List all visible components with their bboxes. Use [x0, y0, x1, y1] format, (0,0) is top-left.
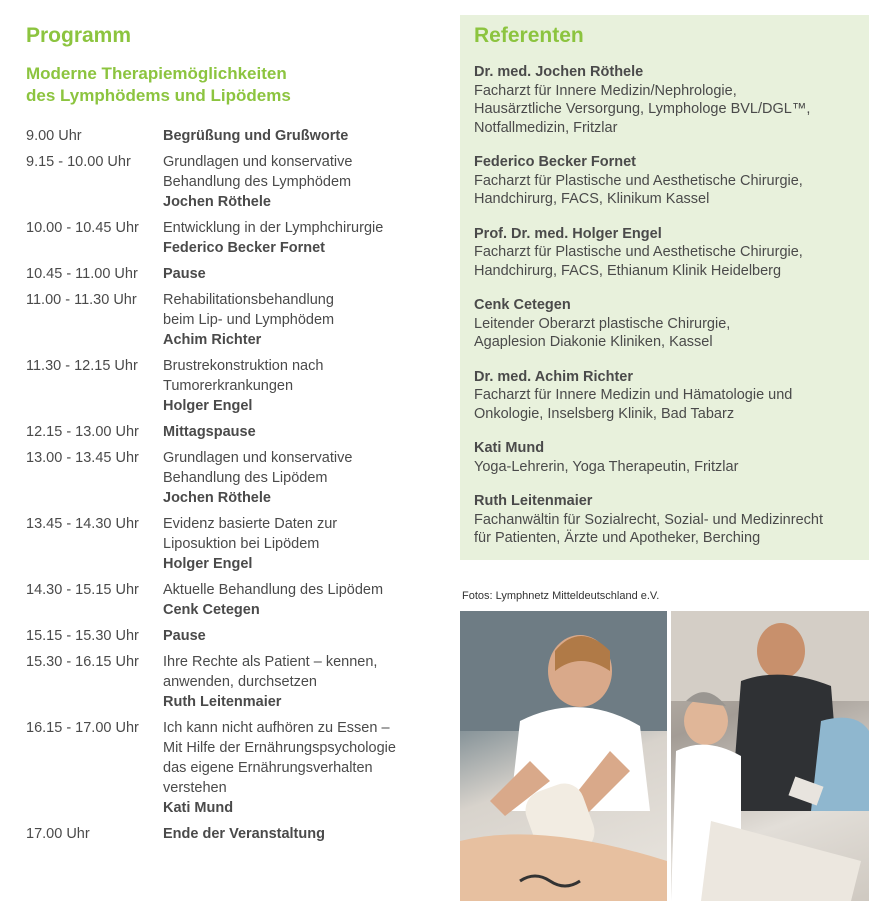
- programm-subtitle: [26, 63, 291, 107]
- photo-bandaging: [460, 611, 667, 901]
- referent-detail-line: Handchirurg, FACS, Klinikum Kassel: [474, 191, 710, 207]
- schedule-bold: Achim Richter: [163, 332, 262, 348]
- referent-detail-line: Notfallmedizin, Fritzlar: [474, 119, 618, 136]
- schedule-text-line: Grundlagen und konservative: [163, 154, 353, 170]
- schedule-text-line: Mit Hilfe der Ernährungspsychologie: [163, 740, 396, 756]
- schedule-description: [163, 652, 431, 712]
- referenten-panel: [460, 15, 869, 560]
- schedule-text-line: Behandlung des Lymphödem: [163, 174, 352, 190]
- referent-entry: [474, 153, 864, 209]
- schedule-time: 9.15 - 10.00 Uhr: [26, 154, 131, 170]
- schedule-text-line: Grundlagen und konservative: [163, 450, 353, 466]
- schedule-text-line: Evidenz basierte Daten zur: [163, 516, 338, 532]
- schedule-row: [26, 218, 431, 258]
- schedule-time: 10.00 - 10.45 Uhr: [26, 220, 139, 236]
- schedule-time: 14.30 - 15.15 Uhr: [26, 582, 139, 598]
- referent-detail-line: Onkologie, Inselsberg Klinik, Bad Tabarz: [474, 405, 735, 422]
- schedule-row: [26, 264, 431, 284]
- referent-detail-line: Facharzt für Plastische und Aesthetische Chirurgie,: [474, 244, 803, 260]
- referent-name: Dr. med. Achim Richter: [474, 368, 634, 385]
- referent-name: Cenk Cetegen: [474, 297, 571, 313]
- schedule-bold: Ruth Leitenmaier: [163, 694, 282, 710]
- referent-detail-line: Facharzt für Innere Medizin/Nephrologie,: [474, 82, 737, 99]
- referent-entry: [474, 368, 864, 424]
- referent-detail-line: Facharzt für Innere Medizin und Hämatologie und: [474, 387, 793, 403]
- referent-entry: [474, 296, 864, 352]
- schedule-description: [163, 264, 431, 284]
- schedule-text-line: Brustrekonstruktion nach: [163, 358, 324, 374]
- schedule-time: 10.45 - 11.00 Uhr: [26, 266, 138, 282]
- schedule-row: [26, 514, 431, 574]
- schedule-row: [26, 580, 431, 620]
- schedule-description: [163, 290, 431, 350]
- schedule-bold: Pause: [163, 266, 206, 282]
- schedule-time: 9.00 Uhr: [26, 128, 82, 144]
- referent-name: Dr. med. Jochen Röthele: [474, 64, 644, 80]
- schedule-row: [26, 126, 431, 146]
- referent-detail-line: für Patienten, Ärzte und Apotheker, Berching: [474, 530, 761, 546]
- schedule-text-line: Liposuktion bei Lipödem: [163, 536, 320, 552]
- schedule-description: [163, 626, 431, 646]
- referent-detail-line: Agaplesion Diakonie Kliniken, Kassel: [474, 334, 713, 350]
- referent-name: Ruth Leitenmaier: [474, 493, 593, 509]
- schedule-row: [26, 448, 431, 508]
- referenten-list: [474, 63, 864, 564]
- schedule-bold: Federico Becker Fornet: [163, 240, 325, 256]
- referent-entry: [474, 439, 864, 476]
- referent-entry: [474, 492, 864, 548]
- subtitle-line-2: des Lymphödems und Lipödems: [26, 86, 291, 105]
- schedule-bold: Begrüßung und Grußworte: [163, 128, 349, 144]
- referent-detail-line: Leitender Oberarzt plastische Chirurgie,: [474, 315, 731, 332]
- schedule-time: 15.15 - 15.30 Uhr: [26, 628, 139, 644]
- referent-entry: [474, 63, 864, 137]
- schedule-text-line: verstehen: [163, 780, 227, 796]
- schedule-description: [163, 152, 431, 212]
- schedule-text-line: Aktuelle Behandlung des Lipödem: [163, 582, 384, 598]
- schedule-bold: Mittagspause: [163, 424, 256, 440]
- schedule-description: [163, 422, 431, 442]
- referenten-heading: Referenten: [474, 24, 584, 47]
- referent-detail-line: Handchirurg, FACS, Ethianum Klinik Heidelberg: [474, 262, 782, 279]
- schedule-text-line: Ich kann nicht aufhören zu Essen –: [163, 720, 390, 736]
- schedule-description: [163, 824, 431, 844]
- schedule-time: 11.30 - 12.15 Uhr: [26, 358, 138, 374]
- referent-detail-line: Hausärztliche Versorgung, Lymphologe BVL/DGL™,: [474, 101, 811, 117]
- subtitle-line-1: Moderne Therapiemöglichkeiten: [26, 64, 287, 83]
- schedule-bold: Kati Mund: [163, 800, 234, 816]
- schedule-time: 11.00 - 11.30 Uhr: [26, 292, 137, 308]
- schedule-bold: Holger Engel: [163, 556, 253, 572]
- photo-group: [671, 611, 869, 901]
- schedule-row: [26, 824, 431, 844]
- schedule-row: [26, 152, 431, 212]
- schedule-bold: Ende der Veranstaltung: [163, 826, 325, 842]
- schedule-row: [26, 652, 431, 712]
- schedule-description: [163, 580, 431, 620]
- schedule-time: 17.00 Uhr: [26, 826, 90, 842]
- schedule-time: 13.00 - 13.45 Uhr: [26, 450, 139, 466]
- schedule-time: 12.15 - 13.00 Uhr: [26, 424, 139, 440]
- schedule-time: 13.45 - 14.30 Uhr: [26, 516, 139, 532]
- schedule-bold: Jochen Röthele: [163, 194, 271, 210]
- schedule-text-line: beim Lip- und Lymphödem: [163, 312, 335, 328]
- schedule-text-line: Tumorerkrankungen: [163, 378, 294, 394]
- schedule-bold: Jochen Röthele: [163, 490, 271, 506]
- referent-name: Kati Mund: [474, 440, 545, 456]
- schedule-time: 15.30 - 16.15 Uhr: [26, 654, 139, 670]
- schedule-text-line: Behandlung des Lipödem: [163, 470, 328, 486]
- schedule-time: 16.15 - 17.00 Uhr: [26, 720, 139, 736]
- schedule-row: [26, 356, 431, 416]
- schedule-bold: Holger Engel: [163, 398, 253, 414]
- photo-caption: Fotos: Lymphnetz Mitteldeutschland e.V.: [462, 590, 660, 602]
- schedule-description: [163, 514, 431, 574]
- schedule-text-line: das eigene Ernährungsverhalten: [163, 760, 373, 776]
- programm-heading: Programm: [26, 24, 132, 47]
- schedule-description: [163, 718, 431, 818]
- schedule-row: [26, 718, 431, 818]
- referent-detail-line: Facharzt für Plastische und Aesthetische Chirurgie,: [474, 172, 803, 189]
- schedule-bold: Cenk Cetegen: [163, 602, 260, 618]
- referent-name: Prof. Dr. med. Holger Engel: [474, 225, 662, 242]
- schedule-list: [26, 126, 431, 850]
- schedule-text-line: Ihre Rechte als Patient – kennen,: [163, 654, 378, 670]
- schedule-row: [26, 422, 431, 442]
- schedule-description: [163, 218, 431, 258]
- schedule-text-line: Rehabilitationsbehandlung: [163, 292, 334, 308]
- schedule-row: [26, 290, 431, 350]
- schedule-text-line: Entwicklung in der Lymphchirurgie: [163, 220, 384, 236]
- referent-entry: [474, 225, 864, 281]
- schedule-description: [163, 356, 431, 416]
- referent-name: Federico Becker Fornet: [474, 154, 636, 170]
- referent-detail-line: Yoga-Lehrerin, Yoga Therapeutin, Fritzlar: [474, 458, 739, 475]
- schedule-text-line: anwenden, durchsetzen: [163, 674, 317, 690]
- schedule-bold: Pause: [163, 628, 206, 644]
- schedule-row: [26, 626, 431, 646]
- referent-detail-line: Fachanwältin für Sozialrecht, Sozial- und Medizinrecht: [474, 511, 823, 528]
- schedule-description: [163, 448, 431, 508]
- schedule-description: [163, 126, 431, 146]
